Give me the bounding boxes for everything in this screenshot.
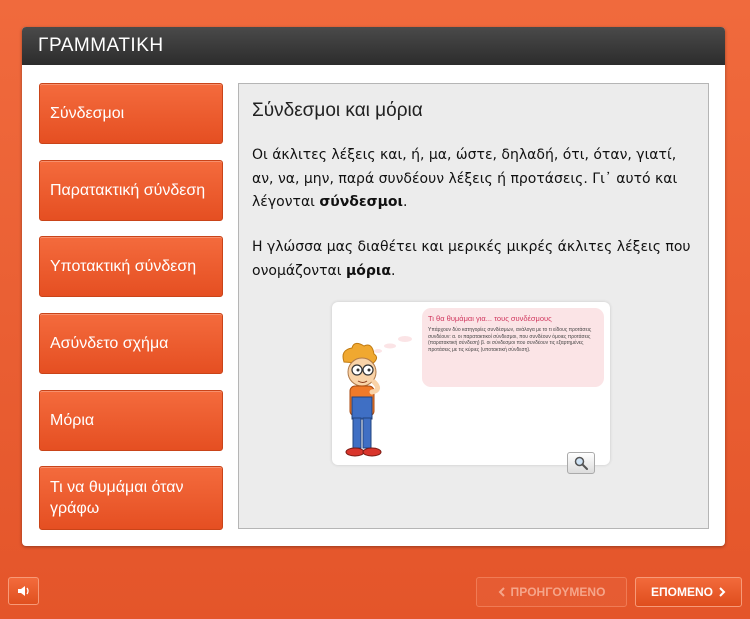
paragraph-2-text: Η γλώσσα μας διαθέτει και μερικές μικρές άκλιτες λέξεις που ονομάζονται [252, 239, 691, 279]
next-label: ΕΠΟΜΕΝΟ [650, 585, 713, 599]
main-panel [22, 27, 725, 546]
paragraph-1-text: Οι άκλιτες λέξεις και, ή, μα, ώστε, δηλαδή, ότι, όταν, γιατί, αν, να, μην, παρά συνδέουν λέξεις ή προτάσεις. Γι᾽ αυτό και λέγονται [252, 147, 678, 210]
speaker-icon [17, 585, 31, 597]
zoom-button[interactable] [567, 452, 595, 474]
nav-item-parataktiki[interactable]: Παρατακτική σύνδεση [39, 160, 223, 221]
chevron-right-icon [719, 587, 726, 597]
thought-bubble [422, 308, 604, 387]
paragraph-1-bold: σύνδεσμοι [319, 194, 403, 210]
content-title: Σύνδεσμοι και μόρια [252, 100, 423, 121]
previous-button[interactable] [476, 577, 627, 607]
nav-item-ti-na-thymamai[interactable]: Τι να θυμάμαι όταν γράφω [39, 466, 223, 530]
cartoon-boy-illustration [332, 302, 422, 465]
chevron-left-icon [498, 587, 505, 597]
next-button[interactable] [635, 577, 742, 607]
panel-header [22, 27, 725, 65]
magnifier-icon [574, 456, 588, 470]
paragraph-1 [252, 144, 697, 215]
nav-item-syndesmoi[interactable]: Σύνδεσμοι [39, 83, 223, 144]
nav-item-asyndeto[interactable]: Ασύνδετο σχήμα [39, 313, 223, 374]
nav-item-ypotaktiki[interactable]: Υποτακτική σύνδεση [39, 236, 223, 297]
paragraph-1-end: . [402, 194, 408, 210]
previous-label: ΠΡΟΗΓΟΥΜΕΝΟ [510, 585, 606, 599]
bubble-text: Υπάρχουν δύο κατηγορίες συνδέσμων, ανάλογα με το τι είδους προτάσεις συνδέουν: α. οι παρατακτικοί σύνδεσμοι, που συνδέουν όμοιες προτάσεις (παρατακτική σύνδεση) β. οι σύνδεσμοι που συνδέουν τις εξαρτημένες προτάσεις με τις κύριες (υποτακτική σύνδεση). [428, 327, 592, 353]
content-area [238, 83, 709, 529]
illustration-thumbnail[interactable] [332, 302, 610, 465]
paragraph-2-end: . [390, 262, 396, 279]
sound-button[interactable] [8, 577, 39, 605]
bubble-title: Τι θα θυμάμαι για... τους συνδέσμους [428, 314, 552, 323]
page-title: ΓΡΑΜΜΑΤΙΚΗ [38, 35, 164, 56]
bottom-bar [0, 560, 750, 619]
paragraph-2 [252, 236, 697, 283]
nav-item-moria[interactable]: Μόρια [39, 390, 223, 451]
paragraph-2-bold: μόρια [345, 262, 391, 279]
